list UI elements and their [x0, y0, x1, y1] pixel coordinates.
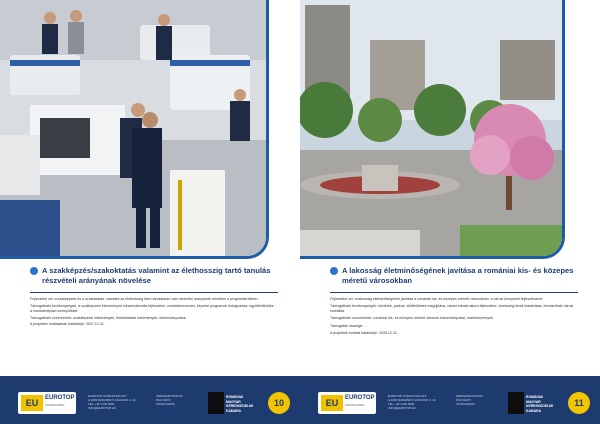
heading-text: A szakképzés/szakoktatás valamint az élethosszig tartó tanulás részvételi arányának növelése	[42, 266, 271, 285]
footer	[300, 376, 600, 424]
footer-line: PÁLYÁZATI	[156, 398, 171, 402]
emblem-line: KAMARA	[226, 408, 242, 413]
emblem-text	[526, 395, 553, 413]
body-text	[330, 297, 580, 338]
logo-word	[45, 395, 75, 409]
emblem-line: KERESKEDELMI	[526, 404, 553, 409]
emblem-icon	[508, 392, 524, 414]
footer-line: WWW.EUROTOP.HU	[156, 394, 183, 398]
footer-line: EUROTOP CONSULTING KFT.	[388, 394, 428, 398]
bullet-icon	[30, 267, 38, 275]
chamber-emblem	[508, 392, 554, 414]
logo-mark: EU	[321, 395, 343, 411]
emblem-text	[226, 395, 253, 413]
emblem-line: MAGYAR	[226, 399, 241, 404]
footer-line: EUROTOP CONSULTING KFT.	[88, 394, 128, 398]
emblem-line: ROMÁNIAI	[526, 395, 544, 399]
logo-word-text: EUROTOP	[345, 395, 375, 401]
emblem-line: MAGYAR	[526, 399, 541, 404]
section-heading	[30, 266, 282, 286]
bullet-icon	[330, 267, 338, 275]
emblem-icon	[208, 392, 224, 414]
footer-web	[156, 394, 183, 406]
emblem-line: ROMÁNIAI	[226, 395, 244, 399]
logo-mark: EU	[21, 395, 43, 411]
footer-line: H-1093 BUDAPEST, CZUCZOR U. 10.	[88, 398, 137, 402]
body-paragraph: Támogatható szervezetek: romániai kis- és közepes méretű városok önkormányzatai, közintézmények.	[330, 315, 494, 320]
eurotop-logo	[318, 392, 376, 414]
body-paragraph: Támogatás összege: ...	[330, 324, 368, 329]
section-heading	[330, 266, 592, 286]
footer-line: TANÁCSADÁS	[456, 402, 475, 406]
body-paragraph: Támogatható szervezetek: szakképzési intézmények, felsőoktatási intézmények, önkormányzatok.	[30, 315, 187, 320]
body-paragraph: A projektek indítási határideje: 2026.12.31.	[330, 330, 398, 335]
footer	[0, 376, 300, 424]
body-paragraph: A projektek indításának határideje: 2027.12.31.	[30, 322, 105, 327]
divider	[330, 292, 578, 293]
page-number: 11	[568, 392, 590, 414]
logo-sub-text: CONSULTING	[45, 403, 65, 407]
footer-line: TEL: +36 1 000 0000	[88, 402, 115, 406]
logo-sub-text: CONSULTING	[345, 403, 365, 407]
footer-line: H-1093 BUDAPEST, CZUCZOR U. 10.	[388, 398, 437, 402]
divider	[30, 292, 278, 293]
footer-line: INFO@EUROTOP.HU	[88, 406, 116, 410]
body-paragraph: Fejlesztési cél: a szakképzés és a szakoktatás, valamint az élethosszig tartó tanulásban való részvétel arányának növelése a programterületen.	[30, 297, 259, 301]
footer-line: PÁLYÁZATI	[456, 398, 471, 402]
footer-contact	[88, 394, 136, 410]
footer-line: TANÁCSADÁS	[156, 402, 175, 406]
workshop-photo	[0, 0, 269, 259]
city-park-photo	[300, 0, 565, 259]
footer-line: INFO@EUROTOP.HU	[388, 406, 416, 410]
logo-word	[345, 395, 375, 409]
body-paragraph: Fejlesztési cél: a lakosság életminőségének javítása a romániai kis- és közepes méretű városokban, a városi környezet fejlesztésével.	[330, 297, 544, 301]
logo-word-text: EUROTOP	[45, 395, 75, 401]
page-number: 10	[268, 392, 290, 414]
heading-text: A lakosság életminőségének javítása a romániai kis- és közepes méretű városokban	[342, 266, 574, 285]
body-paragraph: Támogatható tevékenységek: a szakképzési intézmények infrastrukturális fejlesztése, eszközbeszerzés, képzési programok kidolgozása, együttműködés a munkaerőpiaci szereplőkkel.	[30, 303, 274, 314]
footer-contact	[388, 394, 436, 410]
emblem-line: KERESKEDELMI	[226, 404, 253, 409]
eurotop-logo	[18, 392, 76, 414]
footer-line: WWW.EUROTOP.HU	[456, 394, 483, 398]
body-paragraph: Támogatható tevékenységek: közterek, parkok, zöldfelületek megújítása, városi infrastruktúra fejlesztése, közösségi terek kialakítása, fenntartható városi mobilitás.	[330, 303, 574, 314]
footer-line: TEL: +36 1 000 0000	[388, 402, 415, 406]
footer-web	[456, 394, 483, 406]
page-right	[300, 0, 600, 424]
chamber-emblem	[208, 392, 254, 414]
body-text	[30, 297, 274, 329]
emblem-line: KAMARA	[526, 408, 542, 413]
